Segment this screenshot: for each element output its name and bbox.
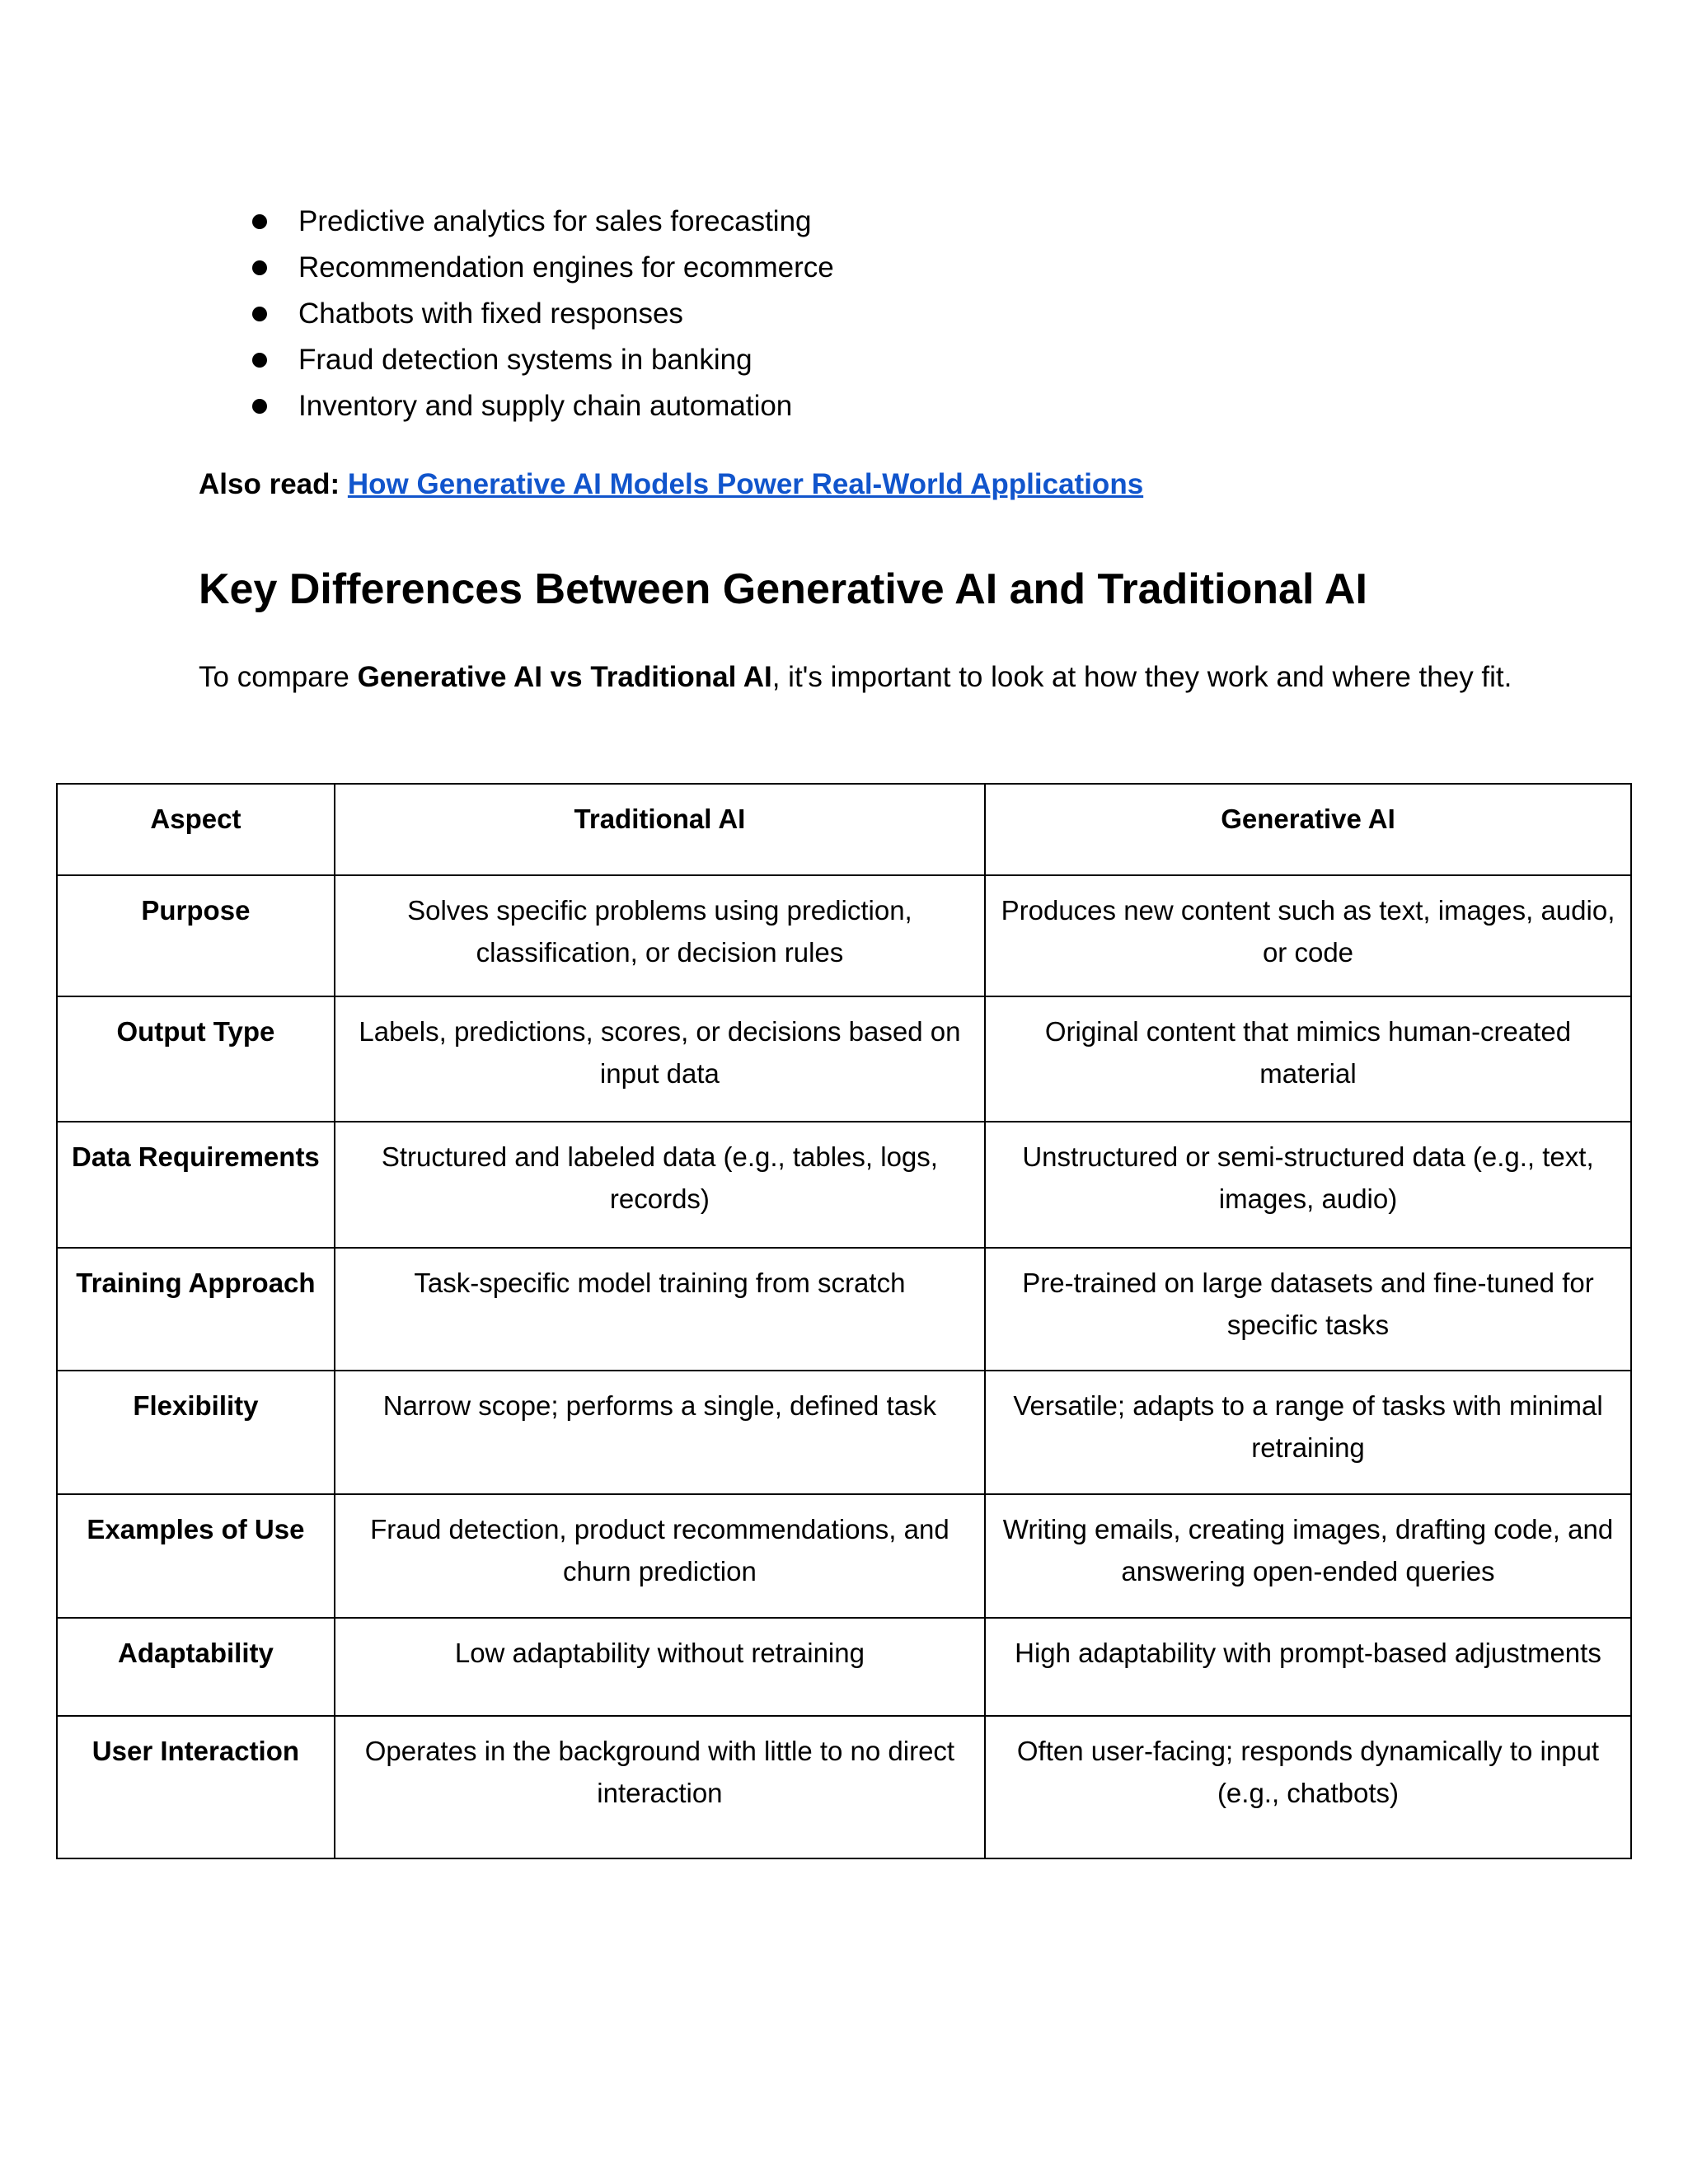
header-generative-ai: Generative AI: [985, 784, 1631, 875]
aspect-cell: Adaptability: [57, 1618, 335, 1716]
intro-text-end: , it's important to look at how they work and where they fit.: [771, 661, 1512, 693]
aspect-cell: Flexibility: [57, 1371, 335, 1494]
traditional-cell: Task-specific model training from scratch: [335, 1248, 985, 1371]
generative-cell: Writing emails, creating images, drafting code, and answering open-ended queries: [985, 1494, 1631, 1618]
also-read-label: Also read:: [199, 468, 340, 500]
table-row: [57, 1494, 1631, 1618]
aspect-cell: Training Approach: [57, 1248, 335, 1371]
table-row: [57, 1716, 1631, 1858]
table-row: [57, 1122, 1631, 1248]
also-read-line: [199, 462, 1143, 508]
aspect-cell: Examples of Use: [57, 1494, 335, 1618]
bullet-icon: [252, 307, 267, 321]
table-header-row: [57, 784, 1631, 875]
table-row: [57, 1371, 1631, 1494]
traditional-cell: Fraud detection, product recommendations, and churn prediction: [335, 1494, 985, 1618]
bullet-icon: [252, 260, 267, 275]
table-row: [57, 1618, 1631, 1716]
intro-bold-text: Generative AI vs Traditional AI: [357, 661, 772, 693]
traditional-cell: Solves specific problems using prediction, classification, or decision rules: [335, 875, 985, 996]
comparison-table: [56, 783, 1632, 1859]
traditional-cell: Narrow scope; performs a single, defined task: [335, 1371, 985, 1494]
aspect-cell: User Interaction: [57, 1716, 335, 1858]
table-row: [57, 875, 1631, 996]
intro-paragraph: [199, 654, 1534, 701]
generative-cell: Unstructured or semi-structured data (e.g., text, images, audio): [985, 1122, 1631, 1248]
bullet-icon: [252, 399, 267, 414]
traditional-cell: Operates in the background with little to no direct interaction: [335, 1716, 985, 1858]
table-row: [57, 1248, 1631, 1371]
aspect-cell: Purpose: [57, 875, 335, 996]
generative-cell: Versatile; adapts to a range of tasks with minimal retraining: [985, 1371, 1631, 1494]
traditional-cell: Labels, predictions, scores, or decisions based on input data: [335, 996, 985, 1122]
generative-cell: High adaptability with prompt-based adjustments: [985, 1618, 1631, 1716]
bullet-icon: [252, 214, 267, 229]
generative-cell: Original content that mimics human-created material: [985, 996, 1631, 1122]
header-aspect: Aspect: [57, 784, 335, 875]
generative-cell: Often user-facing; responds dynamically to input (e.g., chatbots): [985, 1716, 1631, 1858]
intro-text-start: To compare: [199, 661, 358, 693]
aspect-cell: Output Type: [57, 996, 335, 1122]
traditional-cell: Structured and labeled data (e.g., tables, logs, records): [335, 1122, 985, 1248]
section-heading: Key Differences Between Generative AI and Traditional AI: [199, 565, 1367, 613]
generative-cell: Produces new content such as text, images, audio, or code: [985, 875, 1631, 996]
table-row: [57, 996, 1631, 1122]
header-traditional-ai: Traditional AI: [335, 784, 985, 875]
aspect-cell: Data Requirements: [57, 1122, 335, 1248]
generative-cell: Pre-trained on large datasets and fine-tuned for specific tasks: [985, 1248, 1631, 1371]
also-read-link[interactable]: How Generative AI Models Power Real-World Applications: [347, 468, 1144, 500]
traditional-cell: Low adaptability without retraining: [335, 1618, 985, 1716]
bullet-icon: [252, 353, 267, 368]
